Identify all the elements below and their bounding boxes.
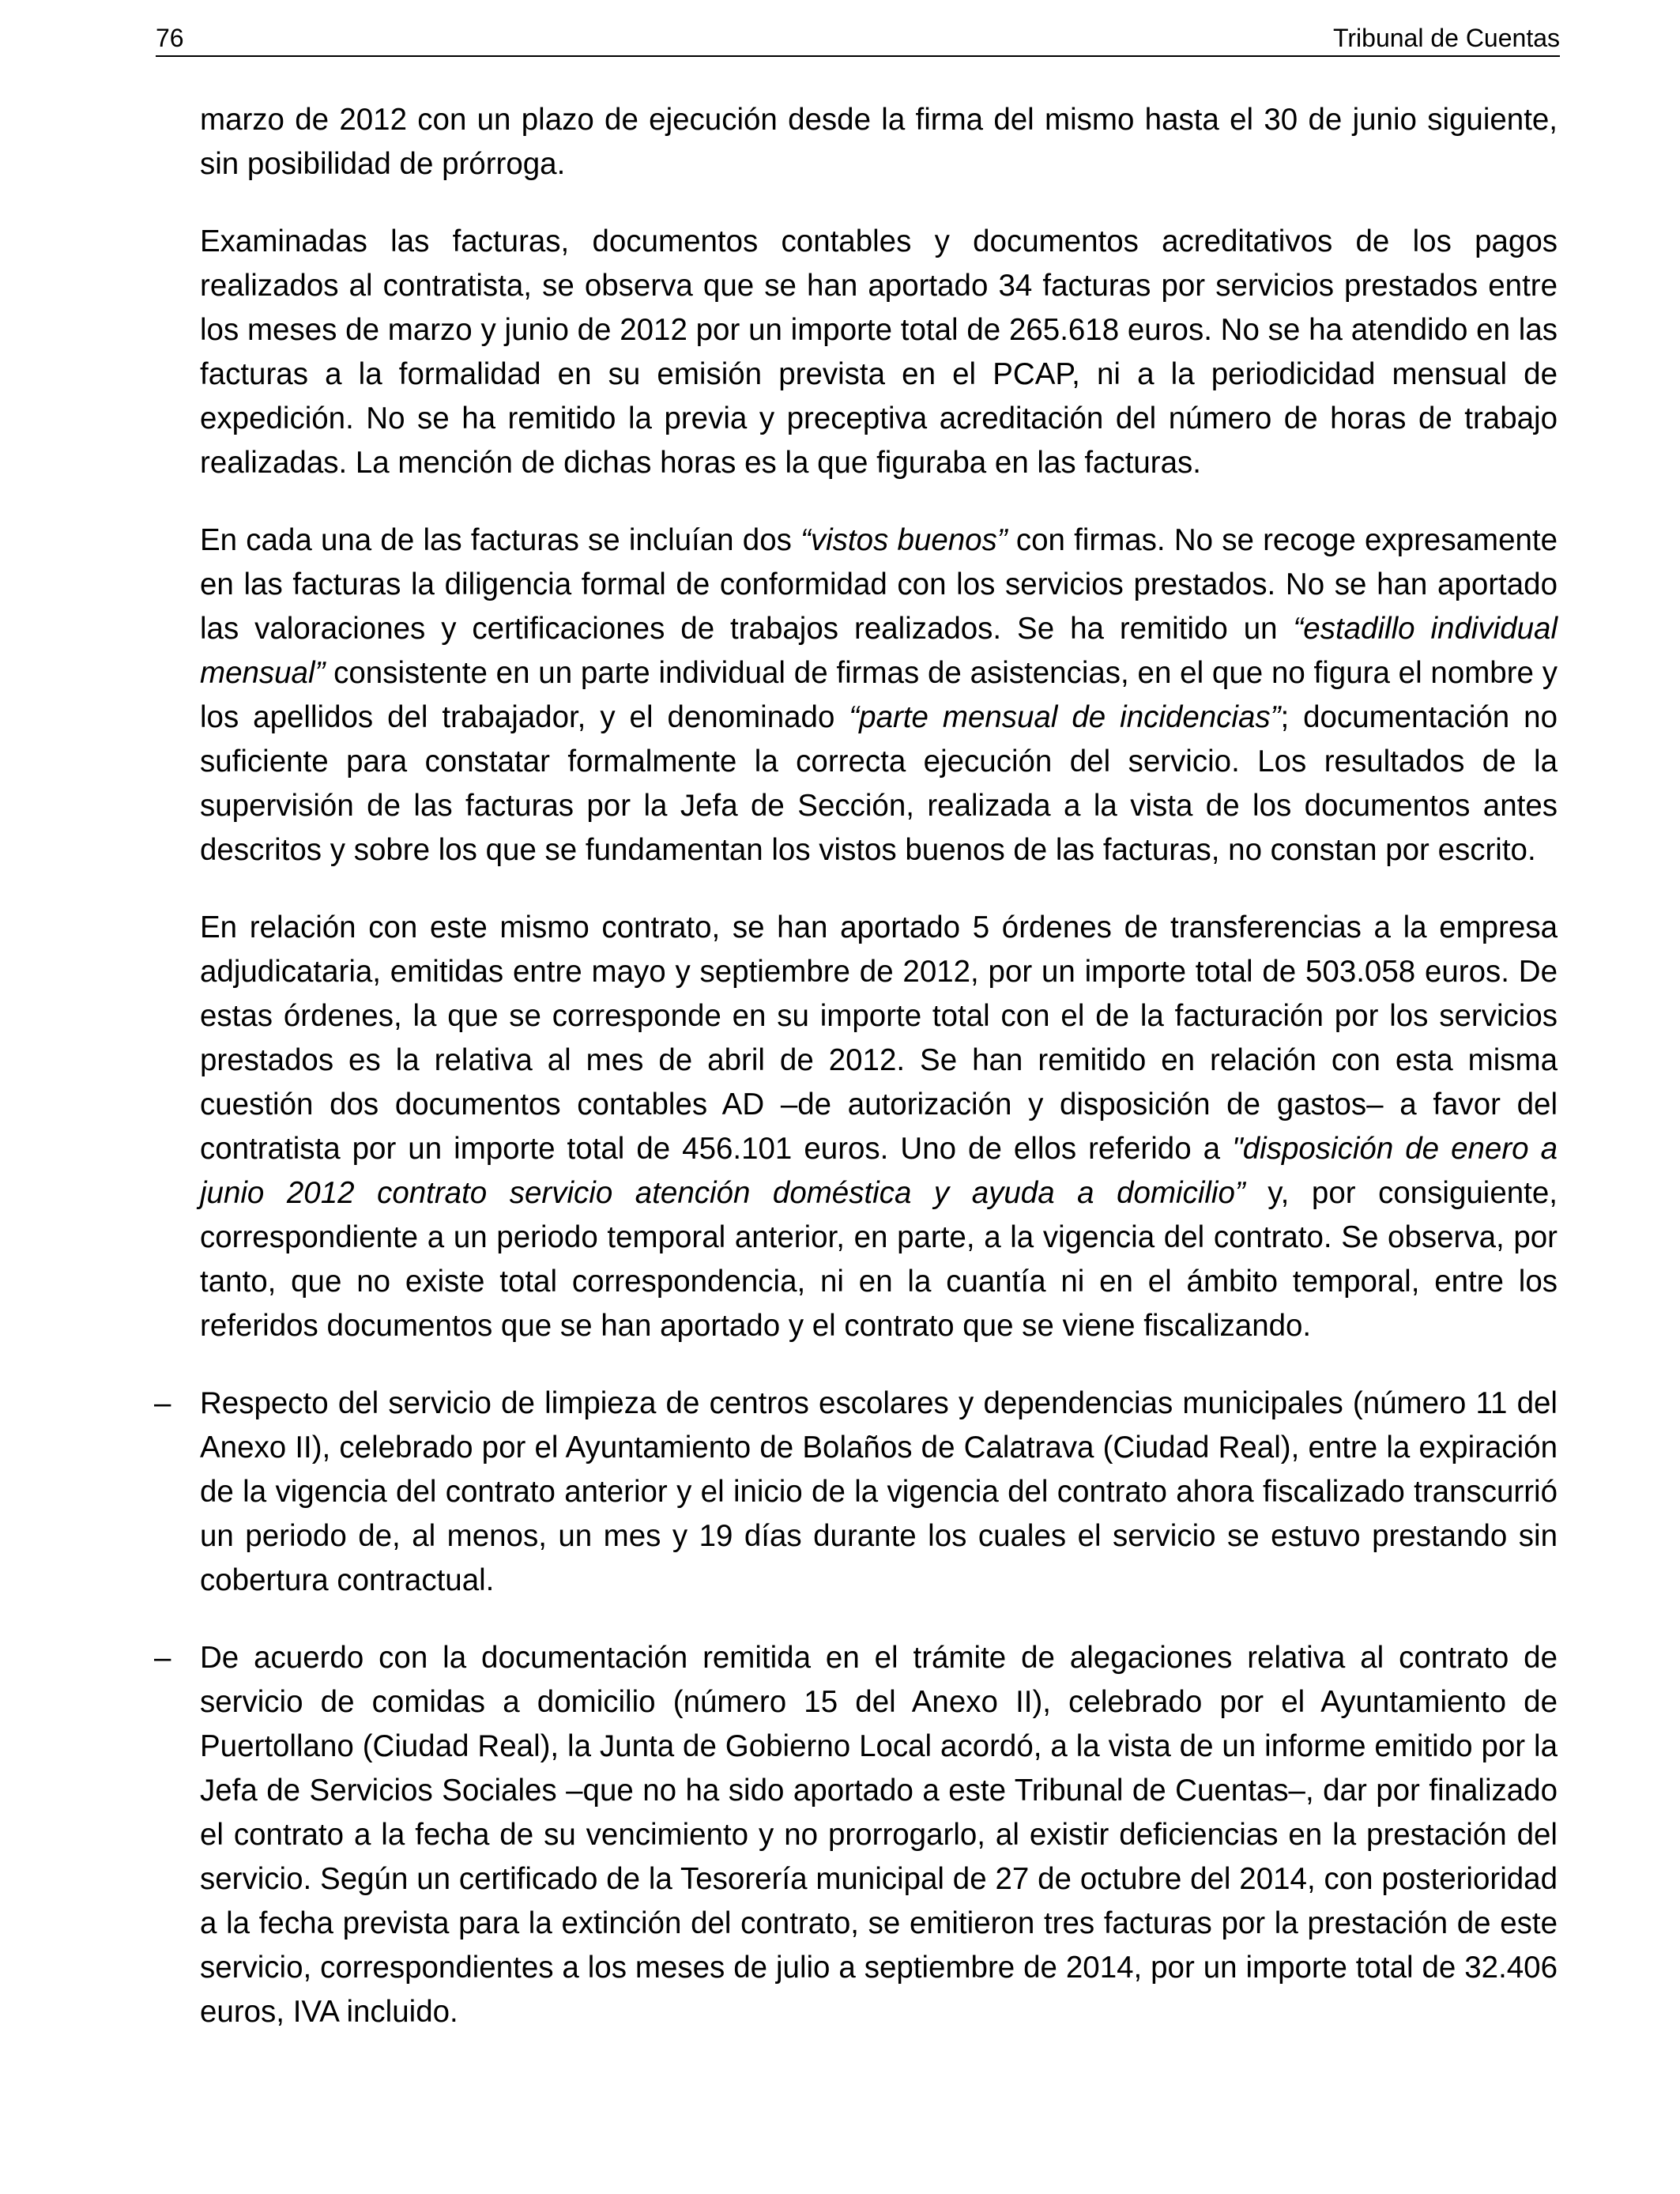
paragraph-4-text-2: y, por consiguiente, correspondiente a un periodo temporal anterior, en parte, a la vigencia del contrato. Se observa, por tanto, que no existe total correspondencia, ni en la cuantía ni en el ámbito temporal, entre los referidos documentos que se han aportado y el contrato que se viene fiscalizando. xyxy=(200,1176,1558,1343)
page-number: 76 xyxy=(156,24,184,52)
dash-bullet: – xyxy=(154,1641,171,1675)
list-item-limpieza xyxy=(154,1382,1558,1603)
quote-vistos-buenos: “vistos buenos” xyxy=(800,523,1008,557)
list-item-text: De acuerdo con la documentación remitida en el trámite de alegaciones relativa al contrato de servicio de comidas a domicilio (número 15 del Anexo II), celebrado por el Ayuntamiento de Puertollano (Ciudad Real), la Junta de Gobierno Local acordó, a la vista de un informe emitido por la Jefa de Servicios Sociales –que no ha sido aportado a este Tribunal de Cuentas–, dar por finalizado el contrato a la fecha de su vencimiento y no prorrogarlo, al existir deficiencias en la prestación del servicio. Según un certificado de la Tesorería municipal de 27 de octubre del 2014, con posterioridad a la fecha prevista para la extinción del contrato, se emitieron tres facturas por la prestación de este servicio, correspondientes a los meses de julio a septiembre de 2014, por un importe total de 32.406 euros, IVA incluido. xyxy=(200,1641,1558,2029)
paragraph-3-text-4: ; documentación no suficiente para constatar formalmente la correcta ejecución del servicio. Los resultados de la supervisión de las facturas por la Jefa de Sección, realizada a la vista de los documentos antes descritos y sobre los que se fundamentan los vistos buenos de las facturas, no constan por escrito. xyxy=(200,700,1558,867)
paragraph-2: Examinadas las facturas, documentos contables y documentos acreditativos de los pagos realizados al contratista, se observa que se han aportado 34 facturas por servicios prestados entre los meses de marzo y junio de 2012 por un importe total de 265.618 euros. No se ha atendido en las facturas a la formalidad en su emisión prevista en el PCAP, ni a la periodicidad mensual de expedición. No se ha remitido la previa y preceptiva acreditación del número de horas de trabajo realizadas. La mención de dichas horas es la que figuraba en las facturas. xyxy=(200,224,1558,480)
list-item-text: Respecto del servicio de limpieza de centros escolares y dependencias municipales (número 11 del Anexo II), celebrado por el Ayuntamiento de Bolaños de Calatrava (Ciudad Real), entre la expiración de la vigencia del contrato anterior y el inicio de la vigencia del contrato ahora fiscalizado transcurrió un periodo de, al menos, un mes y 19 días durante los cuales el servicio se estuvo prestando sin cobertura contractual. xyxy=(200,1386,1558,1597)
page-header xyxy=(156,17,1560,57)
quote-disposicion: "disposición de enero a junio 2012 contrato servicio atención doméstica y ayuda a domicilio” xyxy=(200,1132,1558,1210)
paragraph-1: marzo de 2012 con un plazo de ejecución desde la firma del mismo hasta el 30 de junio siguiente, sin posibilidad de prórroga. xyxy=(200,103,1558,181)
paragraph-4-text-1: En relación con este mismo contrato, se han aportado 5 órdenes de transferencias a la empresa adjudicataria, emitidas entre mayo y septiembre de 2012, por un importe total de 503.058 euros. De estas órdenes, la que se corresponde en su importe total con el de la facturación por los servicios prestados es la relativa al mes de abril de 2012. Se han remitido en relación con esta misma cuestión dos documentos contables AD –de autorización y disposición de gastos– a favor del contratista por un importe total de 456.101 euros. Uno de ellos referido a xyxy=(200,910,1558,1166)
quote-parte-mensual: “parte mensual de incidencias” xyxy=(849,700,1281,734)
paragraph-3-text-2: con firmas. No se recoge expresamente en las facturas la diligencia formal de conformidad con los servicios prestados. No se han aportado las valoraciones y certificaciones de trabajos realizados. Se ha remitido un xyxy=(200,523,1558,646)
document-body xyxy=(154,98,1558,2068)
list-item-comidas xyxy=(154,1636,1558,2034)
paragraph-3-text-3: consistente en un parte individual de firmas de asistencias, en el que no figura el nombre y los apellidos del trabajador, y el denominado xyxy=(200,656,1558,734)
quote-estadillo: “estadillo individual mensual” xyxy=(200,612,1558,690)
paragraph-3-text-1: En cada una de las facturas se incluían dos xyxy=(200,523,801,557)
paragraph-4 xyxy=(200,906,1558,1348)
dash-bullet: – xyxy=(154,1386,171,1420)
paragraph-3 xyxy=(200,518,1558,873)
running-title: Tribunal de Cuentas xyxy=(1333,24,1560,52)
